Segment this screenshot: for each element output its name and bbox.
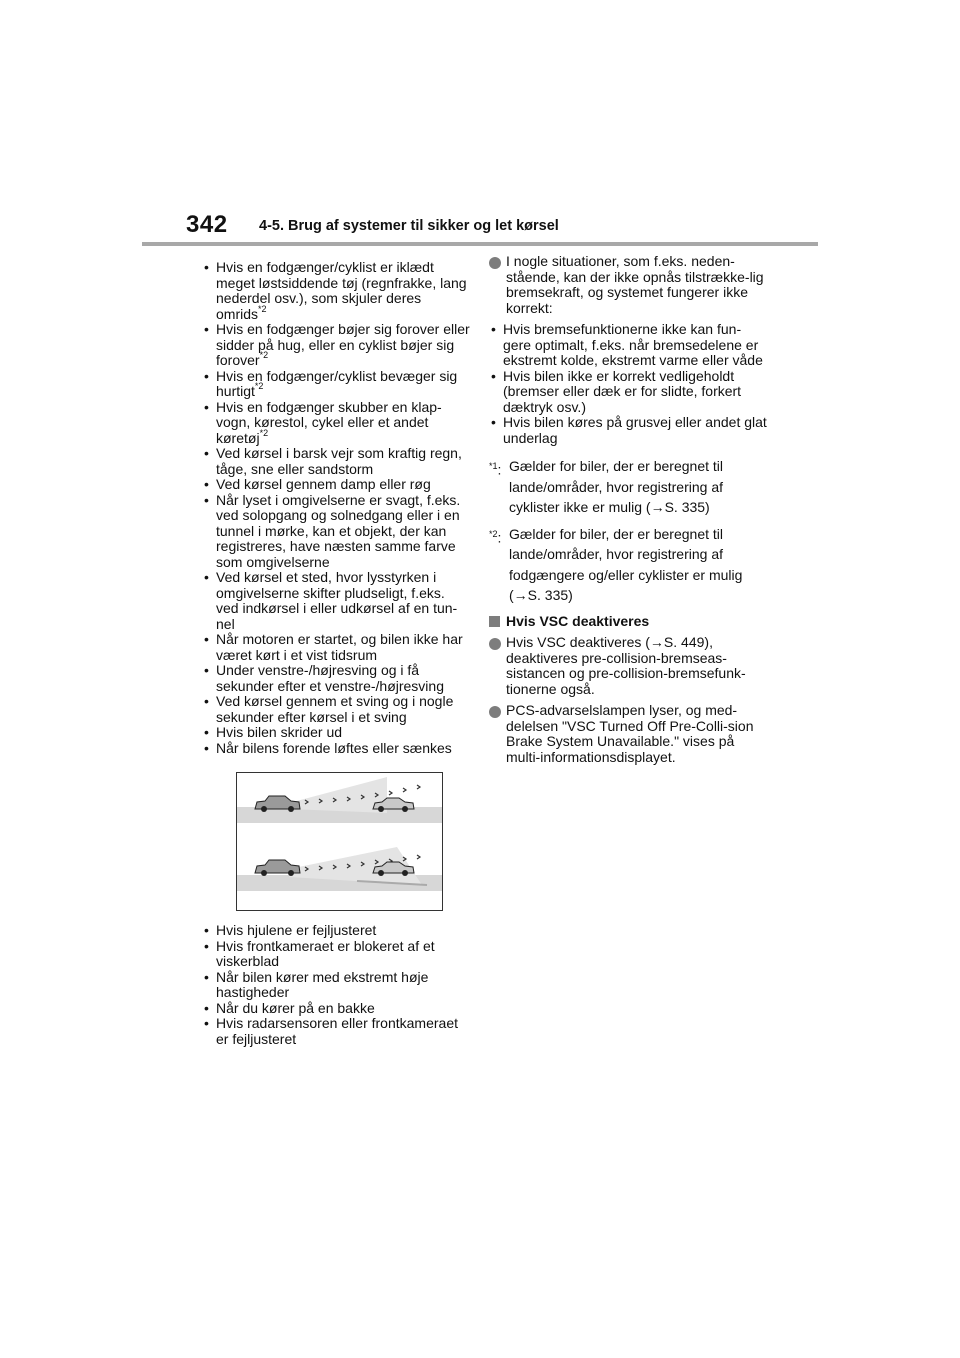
- list-item: • Når bilens forende løftes eller sænkes: [202, 741, 470, 757]
- chapter-title: 4-5. Brug af systemer til sikker og let kørsel: [259, 218, 559, 234]
- radar-illustration: [236, 772, 443, 911]
- list-item: • Ved kørsel et sted, hvor lysstyrken i omgivelserne skifter pludseligt, f.eks. ved indkørsel i eller udkørsel af en tun-nel: [202, 570, 470, 632]
- left-column: [202, 260, 470, 1047]
- header-rule: [142, 242, 818, 246]
- list-item: • Hvis en fodgænger/cyklist er iklædt meget løstsiddende tøj (regnfrakke, lang nederdel osv.), som skjuler deres omrids$^{*2}$: [202, 260, 470, 322]
- page-header: [0, 0, 960, 250]
- section-heading: Hvis VSC deaktiveres: [489, 614, 769, 630]
- list-item: • Hvis bilen skrider ud: [202, 725, 470, 741]
- list-item: • Hvis frontkameraet er blokeret af et viskerblad: [202, 939, 470, 970]
- list-item: • Når bilen kører med ekstremt høje hastigheder: [202, 970, 470, 1001]
- list-item: • Hvis en fodgænger/cyklist bevæger sig hurtigt$^{*2}$: [202, 369, 470, 400]
- list-item: • Hvis bilen køres på grusvej eller andet glat underlag: [489, 415, 769, 446]
- list-item: • Hvis en fodgænger bøjer sig forover eller sidder på hug, eller en cyklist bøjer sig forover$^{*2}$: [202, 322, 470, 369]
- list-item: • Ved kørsel gennem et sving og i nogle sekunder efter kørsel i et sving: [202, 694, 470, 725]
- list-item: • Når motoren er startet, og bilen ikke har været kørt i et vist tidsrum: [202, 632, 470, 663]
- list-item: Hvis VSC deaktiveres (→S. 449), deaktiveres pre-collision-bremseas-sistancen og pre-collision-bremsefunk-tionerne også.: [489, 635, 769, 697]
- list-item: • Hvis hjulene er fejljusteret: [202, 923, 470, 939]
- list-item: • Hvis radarsensoren eller frontkameraet er fejljusteret: [202, 1016, 470, 1047]
- list-item: • Ved kørsel i barsk vejr som kraftig regn, tåge, sne eller sandstorm: [202, 446, 470, 477]
- circle-bullet-icon: [489, 706, 501, 718]
- list-item: • Ved kørsel gennem damp eller røg: [202, 477, 470, 493]
- list-item: • Under venstre-/højresving og i få sekunder efter et venstre-/højresving: [202, 663, 470, 694]
- list-item: • Når lyset i omgivelserne er svagt, f.eks. ved solopgang og solnedgang eller i en tunnel i mørke, kan et objekt, der kan registreres, have næsten samme farve som omgivelserne: [202, 493, 470, 571]
- circle-bullet-icon: [489, 638, 501, 650]
- footnote-1: $^{*1}$: Gælder for biler, der er beregnet til lande/områder, hvor registrering af cyklister ikke er mulig (→S. 335): [489, 458, 723, 515]
- circle-bullet-icon: [489, 257, 501, 269]
- bullet-list-a: [202, 260, 470, 756]
- list-item: • Hvis bilen ikke er korrekt vedligeholdt (bremser eller dæk er for slidte, forkert dæktryk osv.): [489, 369, 769, 416]
- car-icon: [255, 860, 300, 876]
- list-item: • Hvis en fodgænger skubber en klap-vogn, kørestol, cykel eller et andet køretøj$^{*2}$: [202, 400, 470, 447]
- right-column: [489, 254, 769, 771]
- bullet-list-b: [202, 923, 470, 1047]
- list-item: PCS-advarselslampen lyser, og med-delelsen "VSC Turned Off Pre-Colli-sion Brake System Unavailable." vises på multi-informationsdisplayet.: [489, 703, 769, 765]
- intro-paragraph: I nogle situationer, som f.eks. neden-stående, kan der ikke opnås tilstrække-lig bremsekraft, og systemet fungerer ikke korrekt:: [489, 254, 769, 316]
- square-bullet-icon: [489, 616, 500, 627]
- list-item: • Når du kører på en bakke: [202, 1001, 470, 1017]
- footnote-2: $^{*2}$: Gælder for biler, der er beregnet til lande/områder, hvor registrering af fodgængere og/eller cyklister er mulig (→S. 335): [489, 525, 743, 603]
- page-number: 342: [186, 211, 228, 238]
- bullet-list-c: [489, 322, 769, 446]
- list-item: • Hvis bremsefunktionerne ikke kan fun-gere optimalt, f.eks. når bremsedelene er ekstremt kolde, ekstremt varme eller våde: [489, 322, 769, 369]
